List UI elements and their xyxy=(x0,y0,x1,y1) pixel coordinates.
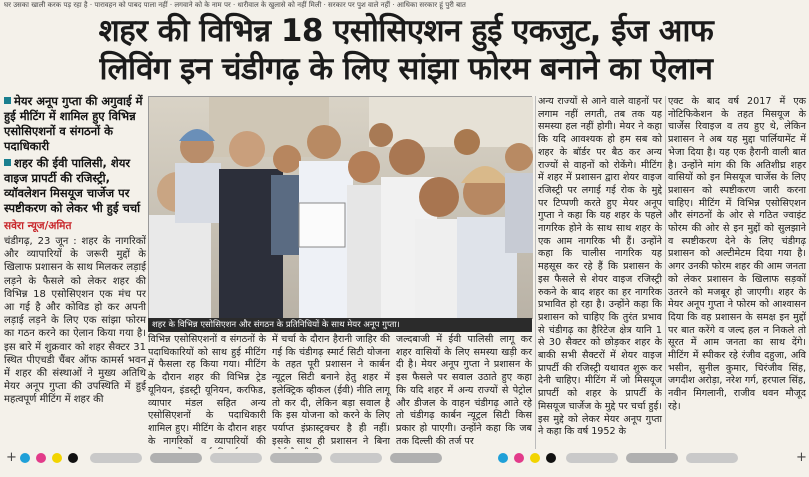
article-headline xyxy=(6,12,806,88)
gray-bar xyxy=(210,453,262,463)
headline-line-2: लिविंग इन चंडीगढ़ के लिए सांझा फोरम बनाने का ऐलान xyxy=(99,51,713,87)
gray-bar xyxy=(150,453,202,463)
gray-bar xyxy=(270,453,322,463)
yellow-swatch xyxy=(52,453,62,463)
cyan-swatch xyxy=(20,453,30,463)
magenta-swatch xyxy=(36,453,46,463)
article-column-2: विभिन्न एसोसिएशनों व संगठनों के पदाधिकारियों को साथ हुई मीटिंग में फैसला रह किया गया। मीटिंग के दौरान शहर की विभिन्न ट्रेड यूनियन, इंडस्ट्री यूनियन, करफिड, व्यापार मंडल सहित अन्य एसोसिएशनों के पदाधिकारी शामिल हुए। मीटिंग के दौरान शहर के नागरिकों व व्यापारियों की xyxy=(148,334,266,447)
gray-bar xyxy=(566,453,618,463)
column-divider xyxy=(665,96,666,451)
cyan-swatch xyxy=(498,453,508,463)
gray-bar xyxy=(390,453,442,463)
registration-mark: + xyxy=(6,450,17,465)
photo-caption: शहर के विभिन्न एसोसिएशन और संगठन के प्रतिनिधियों के साथ मेयर अनूप गुप्ता। xyxy=(148,318,532,332)
bullet-square-icon xyxy=(4,97,11,104)
print-color-bar xyxy=(0,449,809,477)
article-column-3: में चर्चा के दौरान हैरानी जाहिर की गई कि चंडीगढ़ स्मार्ट सिटी योजना के तहत पूरी प्रशासन ने कार्बन न्यूट्रल सिटी बनाने हेतु शहर में इलेक्ट्रिक व्हीकल (ईवी) नीति लागू तो कर दी, लेकिन बड़ा सवाल है कि इस योजना को करने के लिए पर्याप्त इंफ्रास्ट्रक्चर है ही नहीं। इसके साथ ही प्रशासन ने बिना xyxy=(272,334,390,447)
gray-bar xyxy=(90,453,142,463)
magenta-swatch xyxy=(514,453,524,463)
headline-line-1: शहर की विभिन्न 18 एसोसिएशन हुई एकजुट, ईज आफ xyxy=(98,13,714,49)
highlights-column xyxy=(4,94,146,449)
yellow-swatch xyxy=(530,453,540,463)
black-swatch xyxy=(546,453,556,463)
highlight-item xyxy=(4,156,146,216)
registration-mark: + xyxy=(796,450,807,465)
news-photo xyxy=(148,96,532,318)
gray-bar xyxy=(330,453,382,463)
black-swatch xyxy=(68,453,78,463)
group-photo-image xyxy=(149,97,533,319)
bullet-square-icon xyxy=(4,159,11,166)
article-column-4: जल्दबाजी में ईवी पालिसी लागू कर शहर वासियों के लिए समस्या खड़ी कर दी है। मेयर अनूप गुप्ता ने प्रशासन के इस फैसले पर सवाल उठाते हुए कहा कि यदि शहर में अन्य राज्यों से पेट्रोल और डीजल के वाहन चंडीगढ़ आते रहे तो चंडीगढ़ कार्बन न्यूट्रल सिटी किस प्रकार हो पाएगी। उन्होंने कहा कि जब तक दिल्ली की तर्ज पर xyxy=(396,334,532,447)
gray-bar xyxy=(686,453,738,463)
article-column-1: चंडीगढ़, 23 जून : शहर के नागरिकों और व्यापारियों के जरूरी मुद्दों के खिलाफ प्रशासन के साथ मिलकर लड़ाई लड़ने के फैसले को लेकर शहर की विभिन्न 18 एसोसिएशन एक मंच पर आ गई है और कोविड हो कर अपनी लड़ाई लड़ने के लिए एक सांझा फोरम का गठन करने का ऐलान किया गया है। इस बारे में शुक्रवार को शहर सैक्टर 31 स्थित पीएचडी चैंबर ऑफ कामर्स भवन में शहर की संस्थाओं ने मुख्य अतिथि मेयर अनूप गुप्ता की उपस्थिति में हुई महत्वपूर्ण मीटिंग में शहर की xyxy=(4,236,146,406)
byline: सवेरा न्यूज/अमित xyxy=(4,220,72,232)
column-divider xyxy=(535,96,536,451)
article-column-6: एक्ट के बाद वर्ष 2017 में एक नोटिफिकेशन के तहत मिसयूज के चार्जेस रिवाइज व तय हुए थे, लेकिन प्रशासन ने अब यह मुद्दा पार्लियामेंट में भेजा दिया है। यह एक हैरानी वाली बात है। उन्होंने मांग की कि अतिशीघ्र शहर वासियों को इन मिसयूज चार्जेस के लिए प्रशासन को स्पष्टीकरण जारी करना चाहिए। मीटिंग में विभिन्न एसोसिएशन और संगठनों के ओर से गठित ज्वाइंट फोरम की ओर से इन मुद्दों को सुलझाने व स्पष्टीकरण देने के लिए चंडीगढ़ प्रशासन को अल्टीमेटम दिया गया है। अगर उनकी फोरम शहर की आम जनता को लेकर प्रशासन के खिलाफ सड़कों उतरने को मजबूर हो जाएगी। शहर के मेयर अनूप गुप्ता ने फोरम को आश्वासन दिया कि वह प्रशासन के समक्ष इन मुद्दों पर बात करेंगे व जल्द हल न निकले तो सूरत में आम जनता का साथ देंगे। मीटिंग में स्पीकर रहे रंजीव दहुजा, अवि भसीन, सुनील कुमार, चिरंजीव सिंह, जगदीश अरोड़ा, नरेश गर्ग, हरपाल सिंह, नवीन मिगलानी, राजीव धवन मौजूद रहे। xyxy=(668,96,806,412)
highlight-text: मेयर अनूप गुप्ता की अगुवाई में हुई मीटिंग में शामिल हुए विभिन्न एसोसिएशनों व संगठनों के पदाधिकारी xyxy=(4,94,143,153)
highlight-item xyxy=(4,94,146,154)
gray-bar xyxy=(626,453,678,463)
previous-article-strip: घर उसका खाली करक पड़ रहा है · पारावहन को पाबद पाला नहीं · लगवाने को के नाम पर · धारीवाल के खुलासे को नहीं मिली · सरकार पर पुश वाले नहीं · आधिका सरकार हूं पुरी बात xyxy=(4,1,466,9)
article-column-5: अन्य राज्यों से आने वाले वाहनों पर लगाम नहीं लगती, तब तक यह समस्या हल नहीं होगी। मेयर ने कहा कि यदि आवश्यक हो हम सब को शहर के बॉर्डर पर बैठ कर अन्य राज्यों से वाहनों को रोकेंगे। मीटिंग में शहर में प्रशासन द्वारा शेयर वाइज रजिस्ट्री पर लगाई गई रोक के मुद्दे पर टिप्पणी करते हुए मेयर अनूप गुप्ता ने कहा कि यह शहर के पहले नागरिक होने के साथ साथ शहर के एक आम नागरिक भी हैं। उन्होंने कहा कि चालीस नागरिक यह महसूस कर रहे हैं कि प्रशासन के इस फैसले से शेयर वाइज रजिस्ट्री रुकने के बाद शहर का हर नागरिक प्रभावित हो रहा है। उन्होंने कहा कि प्रशासन को चाहिए कि तुरंत प्रभाव से चंडीगढ़ का हैरिटेज क्षेत्र यानि 1 से 30 सैक्टर को छोड़कर शहर के बाकी सभी सैक्टरों में शेयर वाइज प्रापर्टी की रजिस्ट्री यथावत शुरू कर देनी चाहिए। मीटिंग में जो मिसयूज प्रापर्टी को शहर के प्रापर्टी के मिसयूज चार्जेज के मुद्दे पर चर्चा हुई। इस मुद्दे को लेकर मेयर अनूप गुप्ता ने कहा कि वर्ष 1952 के xyxy=(538,96,662,438)
highlight-text: शहर की ईवी पालिसी, शेयर वाइज प्रापर्टी की रजिस्ट्री, व्यॉवलेशन मिसयूज चार्जेज पर स्पष्टीकरण को लेकर भी हुई चर्चा xyxy=(4,156,141,215)
